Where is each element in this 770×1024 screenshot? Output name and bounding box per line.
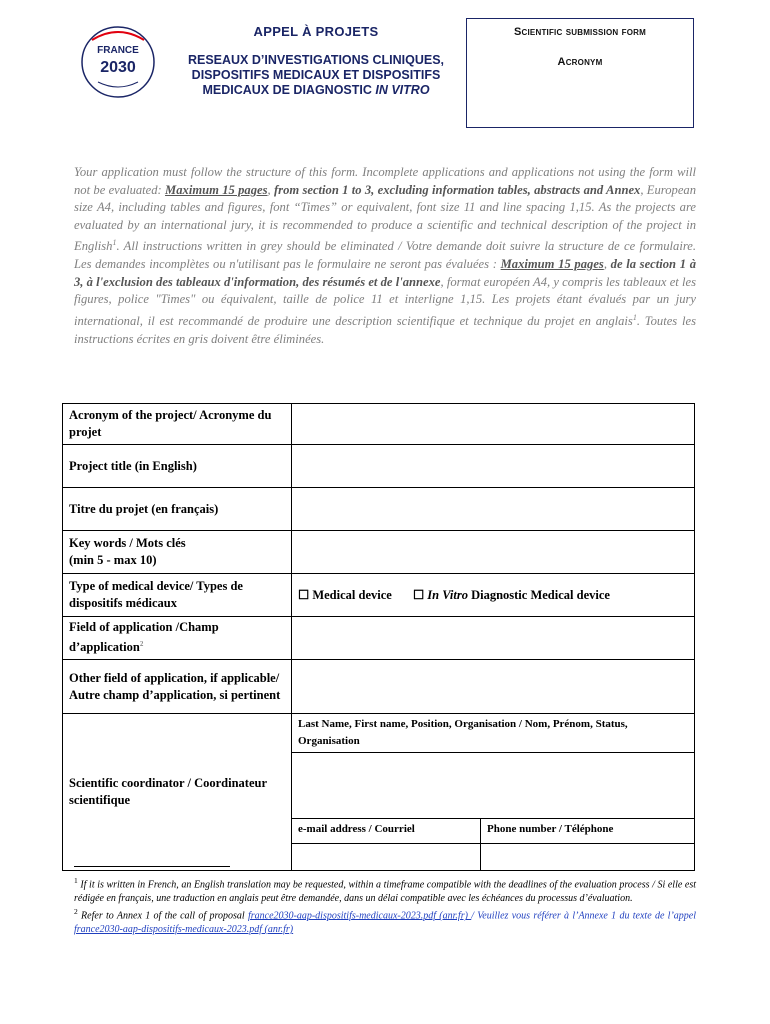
footnote-1: $^1$ If it is written in French, an English translation may be requested, within a timeframe compatible with the deadlines of the evaluation process / Si elle est rédigée en français, une traduction en anglais peut être demandée, dans un délai compatible avec les échéances du processus d’évaluation. (74, 876, 696, 904)
acronym-box-label: Acronym (557, 56, 603, 68)
title-en-field[interactable] (292, 445, 695, 488)
logo-text-france: FRANCE (97, 45, 139, 56)
footnote-divider (74, 866, 230, 867)
ivd-device-checkbox[interactable]: ☐ In Vitro Diagnostic Medical device (412, 587, 610, 602)
phone-header: Phone number / Téléphone (481, 819, 695, 844)
field-field[interactable] (292, 617, 695, 660)
device-type-label: Type of medical device/ Types de dispositifs médicaux (63, 574, 292, 617)
submission-box (466, 18, 694, 128)
project-info-table (62, 403, 695, 871)
coordinator-subtable (292, 714, 694, 870)
device-type-options (292, 574, 695, 617)
coordinator-name-header: Last Name, First name, Position, Organisation / Nom, Prénom, Status, Organisation (292, 714, 694, 753)
france-2030-logo (78, 22, 158, 102)
instructions-paragraph: Your application must follow the structure of this form. Incomplete applications and applications not using the form will not be evaluated: Maximum 15 pages, from section 1 to 3, excluding information tables, abstracts and Annex, European size A4, including tables and figures, font “Times” or equivalent, font size 11 and line spacing 1,15. As the projects are evaluated by an international jury, it is recommended to produce a scientific and technical description of the project in English$^1$. All instructions written in grey should be eliminated / Votre demande doit suivre la structure de ce formulaire. Les demandes incomplètes ou n'utilisant pas le formulaire ne seront pas évaluées : Maximum 15 pages, de la section 1 à 3, à l'exclusion des tableaux d'information, des résumés et de l'annexe, format européen A4, y compris les tableaux et les figures, police "Times" ou équivalent, taille de police 11 et interligne 1,15. Les projets étant évalués par un jury international, il est recommandé de produire une description scientifique et technique du projet en anglais$^1$. Toutes les instructions écrites en gris doivent être éliminées. (74, 165, 696, 346)
title-en-label: Project title (in English) (63, 445, 292, 488)
annex-link-2[interactable]: france2030-aap-dispositifs-medicaux-2023.pdf (anr.fr) (74, 923, 294, 935)
coordinator-block (292, 714, 695, 871)
table-row (63, 574, 695, 617)
form-title: Scientific submission form (514, 26, 646, 38)
call-header (168, 24, 464, 98)
keywords-label: Key words / Mots clés (min 5 - max 10) (63, 531, 292, 574)
annex-link-1[interactable]: france2030-aap-dispositifs-medicaux-2023.pdf (anr.fr) (247, 910, 472, 922)
other-field-field[interactable] (292, 660, 695, 714)
network-title: RESEAUX D’INVESTIGATIONS CLINIQUES, DISPOSITIFS MEDICAUX ET DISPOSITIFS MEDICAUX DE DIAGNOSTIC IN VITRO (187, 53, 445, 97)
title-fr-field[interactable] (292, 488, 695, 531)
acronym-field[interactable] (292, 404, 695, 445)
table-row (292, 819, 694, 844)
email-header: e-mail address / Courriel (292, 819, 481, 844)
coordinator-label: Scientific coordinator / Coordinateur scientifique (63, 714, 292, 871)
acronym-label: Acronym of the project/ Acronyme du projet (63, 404, 292, 445)
table-row (63, 445, 695, 488)
email-field[interactable] (292, 844, 481, 870)
footnotes (74, 874, 696, 936)
field-label: Field of application /Champ d’application$^2$ (63, 617, 292, 660)
table-row (63, 660, 695, 714)
table-row (292, 844, 694, 870)
phone-field[interactable] (481, 844, 695, 870)
table-row (63, 531, 695, 574)
table-row (292, 714, 694, 753)
table-row (63, 488, 695, 531)
logo-text-year: 2030 (100, 59, 136, 76)
coordinator-name-field[interactable] (292, 753, 694, 819)
medical-device-checkbox[interactable]: ☐ Medical device (298, 587, 392, 602)
footnote-2: $^2$ Refer to Annex 1 of the call of proposal france2030-aap-dispositifs-medicaux-2023.pdf (anr.fr) / Veuillez vous référer à l’Annexe 1 du texte de l’appel france2030-aap-dispositifs-medicaux-2023.pdf (anr.fr) (74, 907, 697, 935)
title-fr-label: Titre du projet (en français) (63, 488, 292, 531)
table-row (63, 404, 695, 445)
other-field-label: Other field of application, if applicable/ Autre champ d’application, si pertinent (63, 660, 292, 714)
table-row (63, 617, 695, 660)
table-row (292, 753, 694, 819)
table-row (63, 714, 695, 871)
call-title: APPEL À PROJETS (253, 24, 379, 39)
keywords-field[interactable] (292, 531, 695, 574)
